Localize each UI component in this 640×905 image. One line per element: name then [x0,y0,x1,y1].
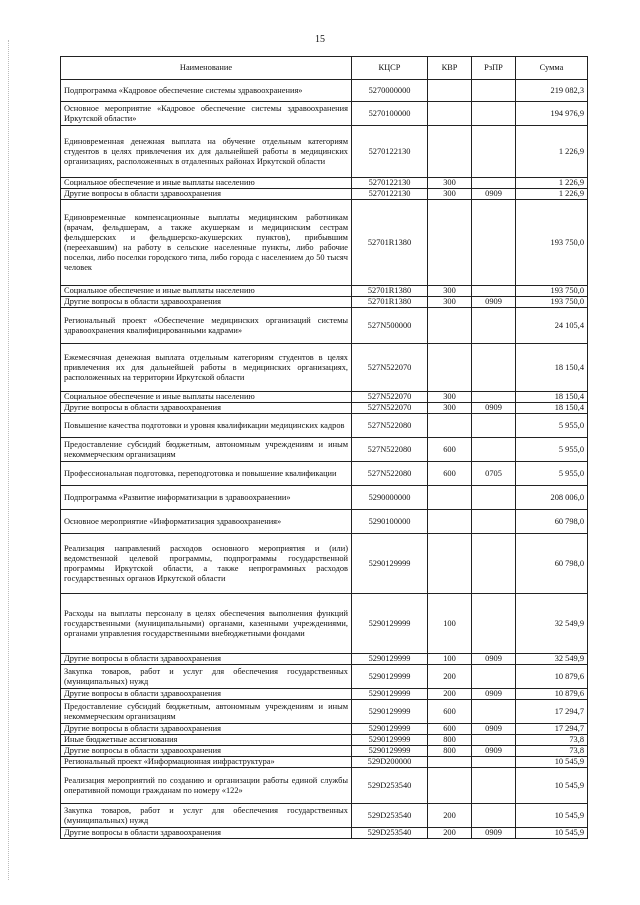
cell-kvr: 200 [428,689,472,700]
cell-sum: 10 545,9 [516,757,588,768]
cell-kvr [428,414,472,438]
cell-name: Другие вопросы в области здравоохранения [61,746,352,757]
cell-kvr [428,486,472,510]
cell-rzpr [472,534,516,594]
table-row [61,735,588,746]
cell-kcsr: 5270122130 [352,126,428,178]
cell-rzpr [472,286,516,297]
cell-kcsr: 527N522070 [352,344,428,392]
cell-rzpr: 0909 [472,746,516,757]
cell-kcsr: 5290129999 [352,665,428,689]
cell-sum: 5 955,0 [516,438,588,462]
cell-kvr: 100 [428,594,472,654]
cell-name: Подпрограмма «Развитие информатизации в здравоохранении» [61,486,352,510]
cell-kvr: 300 [428,286,472,297]
cell-kcsr: 5270122130 [352,178,428,189]
cell-kvr: 600 [428,462,472,486]
table-row [61,403,588,414]
cell-rzpr: 0909 [472,724,516,735]
cell-name: Основное мероприятие «Кадровое обеспечение системы здравоохранения Иркутской области» [61,102,352,126]
cell-kvr [428,534,472,594]
cell-rzpr [472,768,516,804]
header-kvr: КВР [428,57,472,80]
cell-sum: 193 750,0 [516,297,588,308]
table-row [61,344,588,392]
table-row [61,189,588,200]
cell-name: Региональный проект «Обеспечение медицинских организаций системы здравоохранения квалифицированными кадрами» [61,308,352,344]
cell-rzpr [472,392,516,403]
table-row [61,438,588,462]
cell-kcsr: 52701R1380 [352,297,428,308]
cell-kcsr: 527N522080 [352,438,428,462]
cell-sum: 10 879,6 [516,689,588,700]
cell-kvr: 200 [428,804,472,828]
table-row [61,828,588,839]
table-row [61,594,588,654]
cell-kvr: 300 [428,392,472,403]
cell-kcsr: 5270000000 [352,80,428,102]
cell-kvr: 200 [428,828,472,839]
cell-kvr [428,102,472,126]
cell-kcsr: 5290129999 [352,654,428,665]
cell-sum: 17 294,7 [516,724,588,735]
cell-rzpr: 0909 [472,403,516,414]
header-rzpr: РзПР [472,57,516,80]
cell-sum: 10 879,6 [516,665,588,689]
cell-kcsr: 5290129999 [352,594,428,654]
cell-name: Предоставление субсидий бюджетным, автономным учреждениям и иным некоммерческим организациям [61,438,352,462]
cell-rzpr [472,80,516,102]
table-row [61,534,588,594]
cell-kcsr: 5270122130 [352,189,428,200]
cell-kvr: 600 [428,438,472,462]
cell-kvr [428,757,472,768]
cell-kvr: 300 [428,189,472,200]
cell-sum: 73,8 [516,746,588,757]
cell-name: Закупка товаров, работ и услуг для обеспечения государственных (муниципальных) нужд [61,665,352,689]
cell-kvr: 300 [428,178,472,189]
table-row [61,102,588,126]
cell-name: Расходы на выплаты персоналу в целях обеспечения выполнения функций государственными (муниципальными) органами, казенными учреждениями, органами управления государственными внебюджетными фондами [61,594,352,654]
cell-kcsr: 52701R1380 [352,286,428,297]
cell-kcsr: 5290129999 [352,746,428,757]
cell-kvr: 200 [428,665,472,689]
table-row [61,392,588,403]
table-row [61,286,588,297]
cell-name: Другие вопросы в области здравоохранения [61,189,352,200]
cell-sum: 193 750,0 [516,286,588,297]
cell-sum: 17 294,7 [516,700,588,724]
cell-kvr [428,768,472,804]
cell-kcsr: 527N522070 [352,403,428,414]
table-row [61,757,588,768]
cell-sum: 32 549,9 [516,594,588,654]
cell-sum: 1 226,9 [516,126,588,178]
cell-sum: 1 226,9 [516,189,588,200]
cell-name: Иные бюджетные ассигнования [61,735,352,746]
cell-sum: 18 150,4 [516,392,588,403]
table-row [61,665,588,689]
cell-sum: 208 006,0 [516,486,588,510]
cell-rzpr [472,665,516,689]
cell-name: Основное мероприятие «Информатизация здравоохранения» [61,510,352,534]
cell-kcsr: 5270100000 [352,102,428,126]
table-row [61,724,588,735]
cell-name: Профессиональная подготовка, переподготовка и повышение квалификации [61,462,352,486]
cell-kcsr: 529D253540 [352,804,428,828]
cell-kvr: 100 [428,654,472,665]
cell-kvr [428,344,472,392]
table-row [61,200,588,286]
cell-kcsr: 527N522080 [352,414,428,438]
table-header-row [61,57,588,80]
table-row [61,486,588,510]
cell-rzpr [472,308,516,344]
cell-name: Другие вопросы в области здравоохранения [61,724,352,735]
cell-sum: 18 150,4 [516,344,588,392]
table-row [61,462,588,486]
cell-rzpr [472,735,516,746]
cell-rzpr: 0909 [472,189,516,200]
cell-kcsr: 5290129999 [352,689,428,700]
cell-kcsr: 5290000000 [352,486,428,510]
cell-name: Единовременная денежная выплата на обучение отдельным категориям студентов в целях привлечения их для дальнейшей работы в медицинских организациях, расположенных в отдаленных районах Иркутской области [61,126,352,178]
cell-name: Социальное обеспечение и иные выплаты населению [61,392,352,403]
table-row [61,700,588,724]
cell-rzpr [472,804,516,828]
table-row [61,178,588,189]
cell-kvr: 600 [428,700,472,724]
cell-name: Подпрограмма «Кадровое обеспечение системы здравоохранения» [61,80,352,102]
cell-rzpr [472,757,516,768]
cell-sum: 194 976,9 [516,102,588,126]
cell-kcsr: 529D253540 [352,828,428,839]
cell-rzpr [472,414,516,438]
table-row [61,297,588,308]
cell-kcsr: 5290129999 [352,735,428,746]
cell-name: Единовременные компенсационные выплаты медицинским работникам (врачам, фельдшерам, а также акушеркам и медицинским сестрам фельдшерских и фельдшерско-акушерских пунктов), прибывшим (переехавшим) на работу в сельские населенные пункты, либо рабочие поселки, либо поселки городского типа, либо города с населением до 50 тысяч человек [61,200,352,286]
cell-rzpr [472,200,516,286]
cell-rzpr [472,594,516,654]
cell-sum: 10 545,9 [516,828,588,839]
cell-name: Повышение качества подготовки и уровня квалификации медицинских кадров [61,414,352,438]
cell-kvr: 300 [428,297,472,308]
cell-kvr: 600 [428,724,472,735]
table-body [61,80,588,839]
table-row [61,654,588,665]
cell-rzpr [472,126,516,178]
cell-kcsr: 5290100000 [352,510,428,534]
cell-kcsr: 52701R1380 [352,200,428,286]
cell-name: Ежемесячная денежная выплата отдельным категориям студентов в целях привлечения их для дальнейшей работы в медицинских организациях, расположенных на территории Иркутской области [61,344,352,392]
cell-rzpr [472,102,516,126]
cell-rzpr [472,486,516,510]
cell-sum: 24 105,4 [516,308,588,344]
cell-sum: 10 545,9 [516,768,588,804]
cell-name: Региональный проект «Информационная инфраструктура» [61,757,352,768]
cell-name: Реализация направлений расходов основного мероприятия и (или) ведомственной целевой программы, подпрограммы государственной программы Иркутской области, а также непрограммных расходов государственных органов Иркутской области [61,534,352,594]
cell-name: Другие вопросы в области здравоохранения [61,654,352,665]
budget-table [60,56,588,839]
table-row [61,768,588,804]
cell-kcsr: 5290129999 [352,724,428,735]
cell-name: Реализация мероприятий по созданию и организации работы единой службы оперативной помощи гражданам по номеру «122» [61,768,352,804]
cell-sum: 18 150,4 [516,403,588,414]
cell-kcsr: 529D200000 [352,757,428,768]
binding-margin [8,40,11,880]
cell-sum: 5 955,0 [516,414,588,438]
cell-kvr: 800 [428,746,472,757]
cell-rzpr [472,438,516,462]
cell-name: Социальное обеспечение и иные выплаты населению [61,178,352,189]
cell-name: Другие вопросы в области здравоохранения [61,403,352,414]
cell-name: Закупка товаров, работ и услуг для обеспечения государственных (муниципальных) нужд [61,804,352,828]
cell-kcsr: 527N522080 [352,462,428,486]
header-kcsr: КЦСР [352,57,428,80]
cell-kvr: 800 [428,735,472,746]
cell-rzpr: 0909 [472,828,516,839]
cell-sum: 10 545,9 [516,804,588,828]
cell-kcsr: 5290129999 [352,700,428,724]
table-row [61,689,588,700]
cell-sum: 60 798,0 [516,534,588,594]
cell-name: Другие вопросы в области здравоохранения [61,689,352,700]
cell-rzpr [472,178,516,189]
cell-kvr [428,200,472,286]
header-sum: Сумма [516,57,588,80]
cell-kcsr: 529D253540 [352,768,428,804]
cell-sum: 60 798,0 [516,510,588,534]
cell-rzpr [472,510,516,534]
cell-rzpr: 0909 [472,297,516,308]
cell-rzpr: 0909 [472,689,516,700]
cell-sum: 1 226,9 [516,178,588,189]
cell-kvr [428,80,472,102]
cell-kcsr: 527N522070 [352,392,428,403]
cell-kvr [428,126,472,178]
cell-kvr [428,308,472,344]
cell-sum: 32 549,9 [516,654,588,665]
table-row [61,414,588,438]
cell-name: Другие вопросы в области здравоохранения [61,828,352,839]
table-row [61,80,588,102]
cell-sum: 219 082,3 [516,80,588,102]
table-row [61,308,588,344]
cell-name: Социальное обеспечение и иные выплаты населению [61,286,352,297]
cell-kvr [428,510,472,534]
table-row [61,126,588,178]
cell-sum: 73,8 [516,735,588,746]
cell-kcsr: 527N500000 [352,308,428,344]
cell-name: Другие вопросы в области здравоохранения [61,297,352,308]
table-row [61,510,588,534]
cell-rzpr [472,344,516,392]
cell-rzpr: 0705 [472,462,516,486]
cell-rzpr: 0909 [472,654,516,665]
cell-sum: 5 955,0 [516,462,588,486]
cell-kcsr: 5290129999 [352,534,428,594]
cell-kvr: 300 [428,403,472,414]
page-number: 15 [315,34,325,45]
header-name: Наименование [61,57,352,80]
cell-rzpr [472,700,516,724]
table-row [61,804,588,828]
table-row [61,746,588,757]
cell-name: Предоставление субсидий бюджетным, автономным учреждениям и иным некоммерческим организациям [61,700,352,724]
cell-sum: 193 750,0 [516,200,588,286]
